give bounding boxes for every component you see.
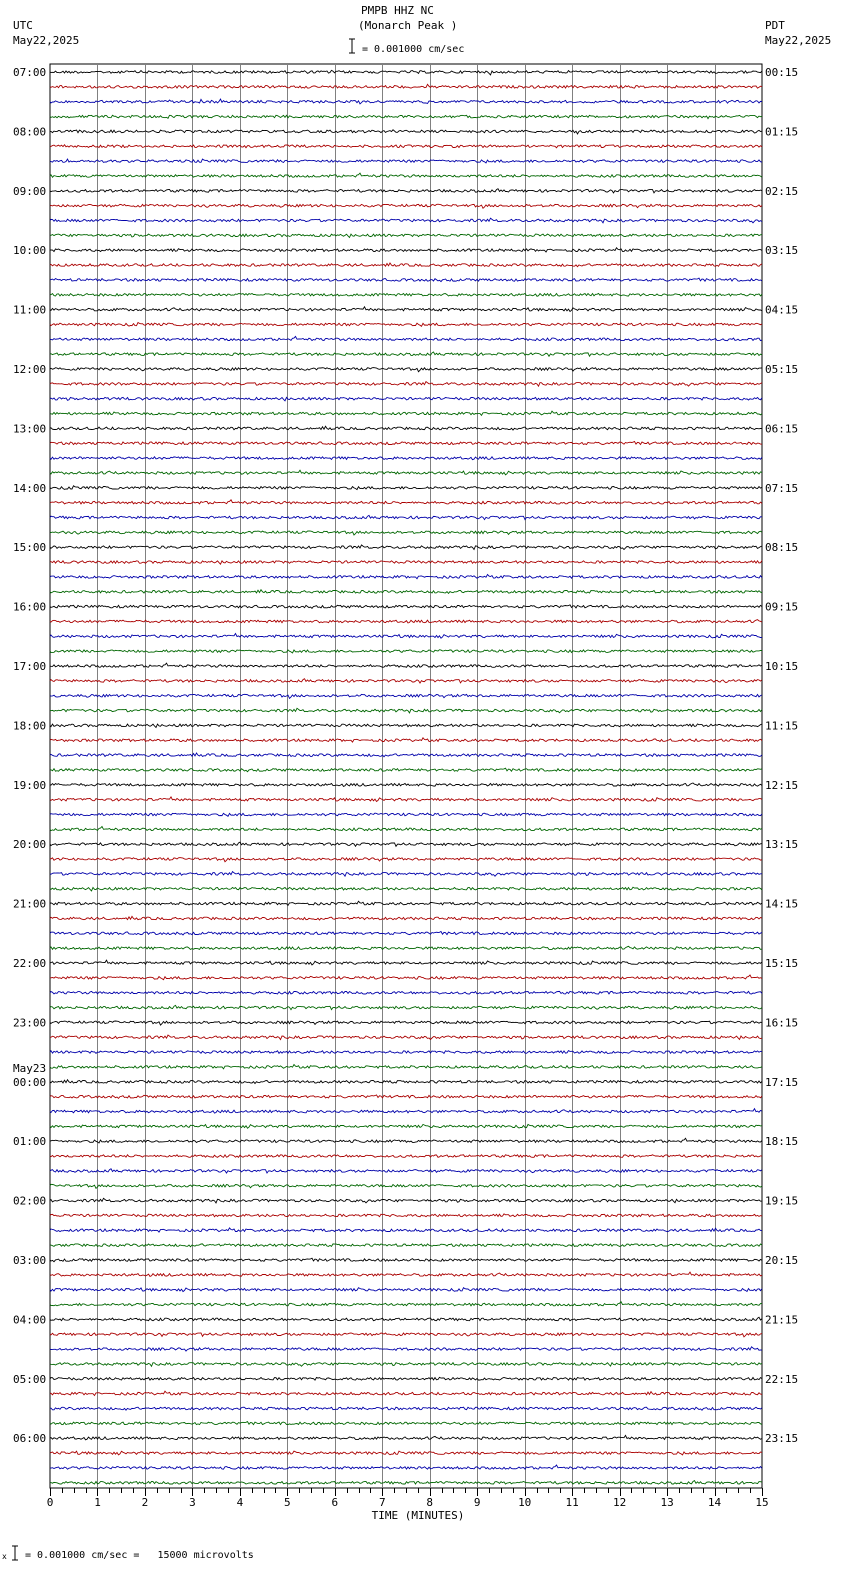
utc-hour-label: 06:00 [13,1432,47,1446]
seismic-trace [50,858,762,862]
seismic-trace [50,263,762,267]
seismic-trace [50,1288,762,1292]
utc-hour-label: 23:00 [13,1016,47,1030]
seismic-trace [50,872,762,877]
utc-hour-label: 08:00 [13,125,47,139]
pdt-hour-label: 05:15 [765,363,799,376]
x-tick-label: 11 [565,1496,579,1509]
seismic-trace [50,1258,762,1262]
utc-hour-label: 16:00 [13,600,47,614]
pdt-hour-label: 01:15 [765,125,799,139]
pdt-hour-label: 14:15 [765,897,799,911]
seismic-trace [50,1051,762,1054]
seismic-trace [50,500,762,504]
x-tick-label: 12 [612,1496,627,1509]
pdt-hour-label: 17:15 [765,1075,799,1089]
seismic-trace [50,813,762,816]
x-tick-label: 8 [426,1496,434,1509]
seismic-trace [50,1169,762,1173]
utc-hour-label: 02:00 [13,1194,47,1208]
seismic-trace [50,783,762,786]
seismic-trace [50,173,762,177]
seismic-trace [50,991,762,994]
seismic-trace [50,515,762,519]
x-tick-label: 9 [473,1496,481,1509]
seismic-trace [50,1138,762,1143]
seismic-trace [50,1005,762,1009]
seismic-trace [50,470,762,475]
utc-hour-label: 22:00 [13,957,47,970]
seismic-trace [50,382,762,387]
pdt-hour-label: 07:15 [765,481,799,495]
seismic-trace [50,679,762,683]
utc-hour-label: 13:00 [13,422,47,436]
seismic-trace [50,1080,762,1084]
x-tick-label: 15 [755,1496,769,1509]
pdt-hour-label: 11:15 [765,719,799,733]
seismic-trace [50,218,762,223]
pdt-hour-label: 08:15 [765,541,799,555]
seismic-trace [50,634,762,639]
seismic-trace [50,352,762,356]
utc-hour-label: 11:00 [13,303,47,317]
seismic-trace [50,694,762,698]
utc-date: May22,2025 [13,34,80,47]
pdt-hour-label: 21:15 [765,1313,799,1327]
utc-hour-label: 15:00 [13,541,47,555]
utc-hour-label: 21:00 [13,897,47,911]
seismic-trace [50,1435,762,1439]
pdt-hour-label: 04:15 [765,303,799,317]
seismic-trace [50,975,762,980]
seismic-trace [50,323,762,327]
seismic-trace [50,1021,762,1025]
utc-hour-label: 07:00 [13,66,47,79]
seismic-trace [50,130,762,134]
pdt-hour-label: 09:15 [765,600,799,614]
seismic-trace [50,545,762,550]
seismic-trace [50,189,762,193]
seismic-trace [50,650,762,653]
x-tick-label: 3 [189,1496,196,1509]
pdt-hour-label: 23:15 [765,1432,799,1446]
seismic-trace [50,575,762,579]
seismic-trace [50,590,762,594]
seismic-trace [50,842,762,846]
x-tick-label: 14 [707,1496,722,1509]
pdt-hour-label: 00:15 [765,66,799,79]
utc-hour-label: 20:00 [13,838,47,852]
seismic-trace [50,1214,762,1217]
seismic-trace [50,234,762,237]
utc-hour-label: 05:00 [13,1372,47,1386]
seismic-trace [50,1465,762,1469]
seismic-trace [50,738,762,742]
seismic-trace [50,84,762,88]
seismic-trace [50,1198,762,1203]
utc-label: UTC [13,19,33,32]
pdt-hour-label: 10:15 [765,660,799,673]
seismic-trace [50,753,762,757]
seismic-trace [50,663,762,667]
seismic-trace [50,145,762,148]
utc-hour-label: 19:00 [13,778,47,792]
seismic-trace [50,887,762,891]
x-tick-label: 4 [236,1496,244,1509]
seismic-trace [50,1155,762,1158]
pdt-hour-label: 13:15 [765,838,799,852]
seismic-trace [50,204,762,208]
utc-hour-label: 18:00 [13,719,47,733]
pdt-hour-label: 16:15 [765,1016,799,1030]
utc-hour-label: 00:00 [13,1075,47,1089]
seismic-trace [50,1244,762,1247]
pdt-hour-label: 19:15 [765,1194,799,1208]
seismic-trace [50,248,762,252]
x-tick-label: 5 [283,1496,291,1509]
utc-hour-label: 12:00 [13,363,47,376]
pdt-hour-label: 02:15 [765,184,799,198]
seismic-trace [50,442,762,446]
seismic-trace [50,797,762,802]
seismic-trace [50,411,762,415]
x-tick-label: 7 [378,1496,386,1509]
scale-bar-label: = 0.001000 cm/sec [362,44,465,55]
seismic-trace [50,561,762,565]
seismic-trace [50,1377,762,1380]
seismic-trace [50,1317,762,1320]
seismic-trace [50,1109,762,1113]
seismic-trace [50,457,762,460]
seismic-trace [50,1481,762,1484]
seismic-trace [50,1347,762,1351]
seismic-trace [50,932,762,936]
seismic-trace [50,278,762,282]
utc-hour-label: 04:00 [13,1313,47,1327]
seismic-trace [50,368,762,372]
pdt-hour-label: 06:15 [765,422,799,436]
pdt-hour-label: 12:15 [765,778,799,792]
date-change-label: May23 [13,1061,47,1075]
seismic-trace [50,1124,762,1128]
seismic-trace [50,531,762,535]
seismic-trace [50,294,762,297]
seismic-trace [50,486,762,490]
x-tick-label: 6 [331,1496,339,1509]
seismic-trace [50,724,762,728]
station-location: (Monarch Peak ) [358,19,458,32]
x-tick-label: 1 [94,1496,101,1509]
seismic-trace [50,1228,762,1232]
pdt-hour-label: 18:15 [765,1135,799,1149]
seismic-trace [50,307,762,312]
pdt-hour-label: 20:15 [765,1254,799,1267]
seismic-trace [50,336,762,340]
seismic-trace [50,1302,762,1306]
seismic-trace [50,1391,762,1395]
seismic-trace [50,1422,762,1425]
x-tick-label: 13 [660,1496,674,1509]
seismic-trace [50,827,762,831]
pdt-hour-label: 03:15 [765,244,799,258]
seismic-trace [50,1065,762,1069]
x-tick-label: 2 [141,1496,149,1509]
pdt-hour-label: 22:15 [765,1372,799,1386]
pdt-label: PDT [765,19,785,32]
seismic-trace [50,115,762,118]
footer-scale-text: = 0.001000 cm/sec = 15000 microvolts [25,1550,254,1561]
station-title: PMPB HHZ NC [361,4,434,17]
seismic-trace [50,901,762,905]
seismic-trace [50,768,762,772]
utc-hour-label: 09:00 [13,184,47,198]
seismic-trace [50,159,762,163]
seismic-trace [50,397,762,400]
utc-hour-label: 03:00 [13,1254,47,1267]
pdt-hour-label: 15:15 [765,957,799,970]
seismic-trace [50,99,762,104]
utc-hour-label: 01:00 [13,1135,47,1149]
seismic-trace [50,1407,762,1410]
seismic-trace [50,946,762,949]
seismic-trace [50,426,762,430]
seismic-trace [50,605,762,609]
seismic-trace [50,1184,762,1188]
seismic-trace [50,960,762,965]
seismic-trace [50,916,762,920]
utc-hour-label: 10:00 [13,244,47,258]
seismic-trace [50,708,762,713]
seismic-trace [50,1363,762,1367]
x-tick-label: 0 [46,1496,54,1509]
x-axis-label: TIME (MINUTES) [371,1509,465,1522]
seismic-trace [50,1035,762,1040]
seismic-trace [50,1095,762,1099]
pdt-date: May22,2025 [765,34,832,47]
x-tick-label: 10 [518,1496,532,1509]
seismic-trace [50,1272,762,1276]
footer-prefix: x [2,1552,7,1561]
seismic-trace [50,1333,762,1337]
seismic-trace [50,70,762,75]
seismic-trace [50,620,762,623]
utc-hour-label: 14:00 [13,481,47,495]
utc-hour-label: 17:00 [13,660,47,673]
seismic-trace [50,1451,762,1455]
